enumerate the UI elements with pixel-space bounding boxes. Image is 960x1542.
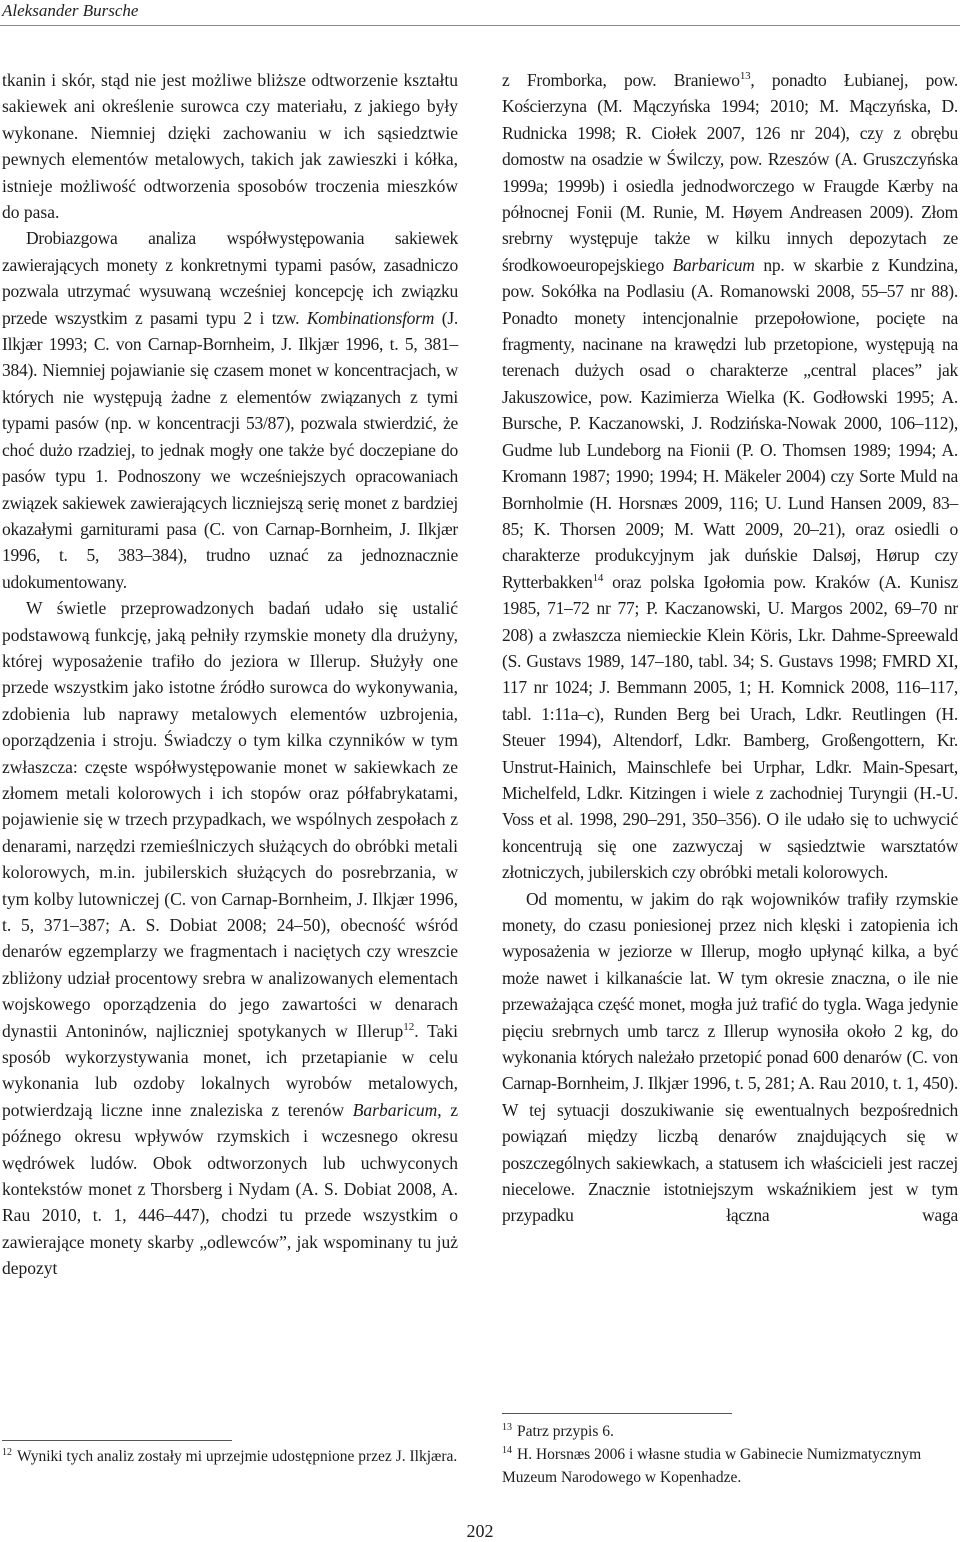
barbaricum-term-right: Barbaricum [672,254,755,275]
footnote-number: 12 [2,1447,12,1458]
left-paragraph-3-text-a: W świetle przeprowadzonych badań udało się ustalić podstawową funkcję, jaką pełniły rzymskie monety dla drużyny, której wyposażenie trafiło do jeziora w Illerup. Służyły one przede wszystkim jako istotne źródło surowca do wykonywania, zdobienia lub naprawy metalowych elementów uzbrojenia, oporządzenia i stroju. Świadczy o tym kilka czynników w tym zwłaszcza: częste współwystępowanie monet w sakiewkach ze złomem metali kolorowych i ich stopów oraz półfabrykatami, pojawienie się w trzech przypadkach, we wspólnych zespołach z denarami, narzędzi rzemieślniczych służących do obróbki metali kolorowych, m.in. jubilerskich służących do posrebrzania, w tym kolby lutowniczej (C. von Carnap-Bornheim, J. Ilkjær 1996, t. 5, 371–387; A. S. Dobiat 2008; 24–50), obecność wśród denarów egzemplarzy we fragmentach i naciętych czy wreszcie zbliżony udział procentowy srebra w analizowanych elementach wojskowego oporządzenia do jego zawartości w denarach dynastii Antoninów, najliczniej spotykanych w Illerup [2,598,458,1041]
footnote-ref-13[interactable]: 13 [739,70,751,82]
left-paragraph-1: tkanin i skór, stąd nie jest możliwe bliższe odtworzenie kształtu sakiewek ani określenie surowca czy materiału, z jakiego były wykonane. Niemniej dzięki zachowaniu w ich sąsiedztwie pewnych elementów metalowych, takich jak zawieszki i kółka, istnieje możliwość odtworzenia sposobów troczenia mieszków do pasa. [2,70,458,223]
footnote-rule-right [502,1413,732,1414]
footnote-number: 14 [502,1445,512,1456]
left-paragraph-3-text-b: . Taki sposób wykorzystywania monet, ich przetapianie w celu wykonania lub ozdoby lokalnych wyrobów metalowych, potwierdzają liczne inne znaleziska z terenów [2,1020,459,1120]
footnote-ref-14[interactable]: 14 [592,571,604,584]
footnotes-left [2,1445,458,1468]
running-head-author: Aleksander Bursche [2,1,139,20]
left-column [2,67,458,1282]
right-paragraph-1 [502,67,958,886]
page-number: 202 [466,1521,494,1541]
footnote-number: 13 [502,1422,512,1433]
right-column [502,67,958,1229]
footnote-text: Wyniki tych analiz zostały mi uprzejmie udostępnione przez J. Ilkjæra. [17,1448,458,1465]
left-paragraph-3-text-c: , z późnego okresu wpływów rzymskich i wczesnego okresu wędrówek ludów. Obok odtworzonych lub uchwyconych kontekstów monet z Thorsberg i Nydam (A. S. Dobiat 2008, A. Rau 2010, t. 1, 446–447), chodzi tu przede wszystkim o zawierające monety skarby „odlewców”, jak wspominany tu już depozyt [2,1099,458,1279]
header-rule [0,25,960,26]
footnote-12 [2,1445,458,1468]
footnote-text: H. Horsnæs 2006 i własne studia w Gabinecie Numizmatycznym Muzeum Narodowego w Kopenhadze. [502,1446,922,1486]
left-paragraph-3 [2,595,458,1282]
footnote-ref-12[interactable]: 12 [403,1020,415,1033]
kombinationsform-term: Kombinationsform [306,307,435,328]
left-paragraph-2-text-a: Drobiazgowa analiza współwystępowania sakiewek zawierających monety z konkretnymi typami pasów, zasadniczo pozwala utrzymać wysuwaną wcześniej koncepcję ich związku przede wszystkim z pasami typu 2 i tzw. [2,228,458,328]
footnote-13 [502,1420,958,1443]
footnote-14 [502,1443,958,1489]
left-paragraph-2 [2,225,458,595]
barbaricum-term: Barbaricum [352,1099,438,1120]
right-paragraph-1-text-a: z Fromborka, pow. Braniewo [502,70,740,90]
footnote-rule-left [2,1440,232,1441]
footnote-text: Patrz przypis 6. [517,1423,614,1440]
right-paragraph-1-text-c: np. w skarbie z Kundzina, pow. Sokółka na Podlasiu (A. Romanowski 2008, 55–57 nr 88). Ponadto monety intencjonalnie przepołowione, pocięte na fragmenty, nacinane na krawędzi lub przetopione, występują na terenach dużych osad o charakterze „central places” jak Jakuszowice, pow. Kazimierza Wielka (K. Godłowski 1995; A. Bursche, P. Kaczanowski, J. Rodzińska-Nowak 2000, 106–112), Gudme lub Lundeborg na Fionii (P. O. Thomsen 1989; 1994; A. Kromann 1987; 1990; 1994; H. Mäkeler 2004) czy Sorte Muld na Bornholmie (H. Horsnæs 2009, 116; U. Lund Hansen 2009, 83–85; K. Thorsen 2009; M. Watt 2009, 20–21), oraz osiedli o charakterze produkcyjnym jak duńskie Dalsøj, Hørup czy Rytterbakken [502,254,958,592]
footnotes-right [502,1420,958,1489]
right-paragraph-1-text-d: oraz polska Igołomia pow. Kraków (A. Kunisz 1985, 71–72 nr 77; P. Kaczanowski, U. Margos 2002, 69–70 nr 208) a zwłaszcza niemieckie Klein Köris, Lkr. Dahme-Spreewald (S. Gustavs 1989, 147–180, tabl. 34; S. Gustavs 1998; FMRD XI, 117 nr 1024; J. Bemmann 2005, 1; H. Komnick 2008, 116–117, tabl. 1:11a–c), Runden Berg bei Urach, Ldkr. Reutlingen (H. Steuer 1994), Altendorf, Ldkr. Bamberg, Großengottern, Kr. Unstrut-Hainich, Mainschlefe bei Urphar, Ldkr. Main-Spesart, Michelfeld, Ldkr. Kitzingen i wiele z zachodniej Turyngii (H.-U. Voss et al. 1998, 290–291, 350–356). O ile udało się to uchwycić koncentrują się one zazwyczaj w sąsiedztwie warsztatów złotniczych, jubilerskich czy obróbki metali kolorowych. [502,571,958,883]
left-paragraph-2-text-b: (J. Ilkjær 1993; C. von Carnap-Bornheim, J. Ilkjær 1996, t. 5, 381–384). Niemniej pojawianie się czasem monet w koncentracjach, w których nie występują żadne z elementów związanych z tymi typami pasów (np. w koncentracji 53/87), pozwala stwierdzić, że choć dużo rzadziej, to jednak mogły one także być doczepiane do pasów typu 1. Podnoszony we wcześniejszych opracowaniach związek sakiewek zawierających liczniejszą serię monet z bardziej okazałymi garniturami pasa (C. von Carnap-Bornheim, J. Ilkjær 1996, t. 5, 383–384), trudno uznać za jednoznacznie udokumentowany. [2,307,459,592]
right-paragraph-1-text-b: , ponadto Łubianej, pow. Kościerzyna (M. Mączyńska 1994; 2010; M. Mączyńska, D. Rudnicka 1998; R. Ciołek 2007, 126 nr 204), czy z obrębu domostw na osadzie w Świlczy, pow. Rzeszów (A. Gruszczyńska 1999a; 1999b) i osiedla jednodworczego w Fraugde Kærby na północnej Fonii (M. Runie, M. Høyem Andreasen 2009). Złom srebrny występuje także w kilku innych depozytach ze środkowoeuropejskiego [502,70,958,275]
right-paragraph-2: Od momentu, w jakim do rąk wojowników trafiły rzymskie monety, do czasu poniesionej przez nich klęski i zatopienia ich wyposażenia w jeziorze w Illerup, mogło upłynąć kilka, a być może nawet i kilkanaście lat. W tym okresie znaczna, o ile nie przeważająca część monet, mogła już trafić do tygla. Waga jedynie pięciu srebrnych umb tarcz z Illerup wynosiła około 2 kg, do wykonania których należało przetopić ponad 600 denarów (C. von Carnap-Bornheim, J. Ilkjær 1996, t. 5, 281; A. Rau 2010, t. 1, 450). W tej sytuacji doszukiwanie się ewentualnych bezpośrednich powiązań między liczbą denarów znajdujących się w poszczególnych sakiewkach, a statusem ich właścicieli jest raczej niecelowe. Znacznie istotniejszym wskaźnikiem jest w tym przypadku łączna waga [502,888,958,1226]
